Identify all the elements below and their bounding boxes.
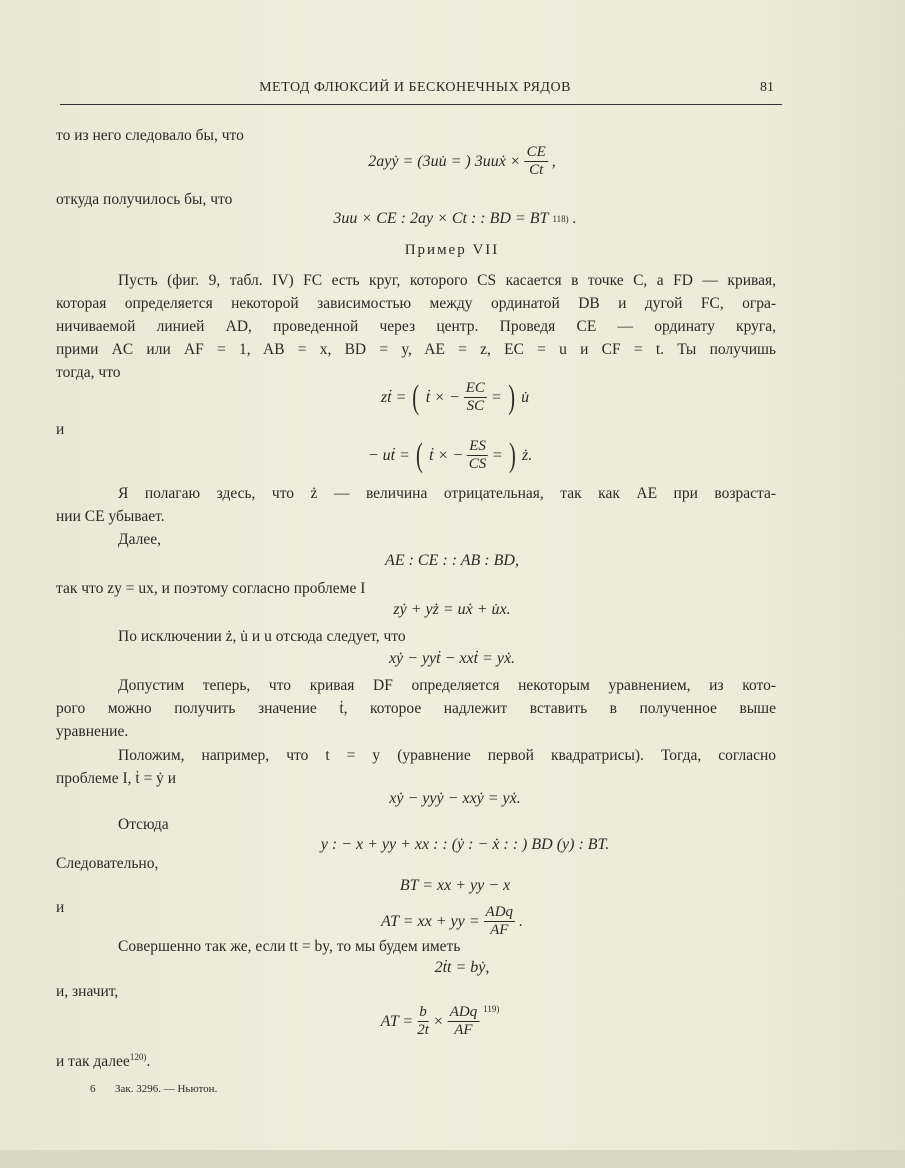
footnote-ref: 119)	[483, 1004, 500, 1014]
formula-part: zṫ =	[380, 388, 407, 406]
text-line: ничиваемой линией AD, проведенной через центр. Проведя CE — ординату круга,	[56, 318, 776, 335]
formula-part: .	[572, 210, 577, 227]
formula-5: AE : CE : : AB : BD,	[385, 552, 519, 569]
page-edge	[0, 1150, 905, 1168]
footnote-ref: 118)	[552, 214, 569, 224]
text-line: и, значит,	[56, 983, 119, 1000]
section-heading: Пример VII	[404, 242, 500, 258]
fraction	[417, 1004, 429, 1039]
denominator: AF	[490, 922, 509, 938]
formula-11	[381, 904, 523, 939]
numerator: ADq	[449, 1004, 478, 1020]
formula-7: xẏ − yyṫ − xxṫ = yẋ.	[388, 650, 516, 667]
printer-imprint: Зак. 3296. — Ньютон.	[115, 1083, 218, 1095]
text-line: Далее,	[118, 531, 161, 548]
text-line: проблеме I, ṫ = ẏ и	[56, 770, 177, 787]
formula-4	[368, 438, 532, 473]
formula-3	[381, 380, 529, 415]
denominator: Ct	[529, 162, 544, 178]
text-line: откуда получилось бы, что	[56, 191, 233, 208]
text-fragment: и так далее	[56, 1053, 130, 1071]
formula-part: =	[490, 388, 502, 406]
text-line: Совершенно так же, если tt = by, то мы будем иметь	[118, 938, 461, 955]
text-line: прими AC или AF = 1, AB = x, BD = y, AE = z, EC = u и CF = t. Ты получишь	[56, 341, 776, 358]
denominator: CS	[468, 456, 487, 472]
denominator: SC	[466, 398, 485, 414]
numerator: ES	[469, 438, 486, 454]
text-line: Положим, например, что t = y (уравнение первой квадратрисы). Тогда, согласно	[118, 747, 776, 764]
footnote-ref: 120)	[129, 1052, 147, 1062]
fraction	[467, 438, 488, 473]
formula-part: − uṫ =	[367, 446, 410, 464]
formula-part: =	[491, 446, 503, 464]
numerator: CE	[526, 144, 546, 160]
formula-part: 2ayẏ = (3uu̇ = ) 3uuẋ ×	[368, 152, 521, 170]
fraction	[484, 904, 516, 939]
fraction	[448, 1004, 480, 1039]
text-line: то из него следовало бы, что	[56, 127, 244, 144]
text-line: По исключении ż, u̇ и u отсюда следует, что	[118, 628, 406, 645]
running-header: МЕТОД ФЛЮКСИЙ И БЕСКОНЕЧНЫХ РЯДОВ	[259, 80, 571, 95]
text-line: Следовательно,	[56, 855, 159, 872]
formula-part: u̇	[521, 388, 530, 406]
formula-part: ,	[551, 152, 556, 170]
formula-part: ż.	[521, 446, 533, 464]
header-rule	[60, 104, 782, 105]
formula-part: AT = xx + yy =	[380, 912, 480, 930]
fraction	[525, 144, 548, 179]
text-line: так что zy = ux, и поэтому согласно проблеме I	[56, 580, 366, 597]
text-line: тогда, что	[56, 364, 121, 381]
numerator: EC	[465, 380, 485, 396]
text-line: которая определяется некоторой зависимостью между ординатой DB и дугой FC, огра-	[56, 295, 776, 312]
paren: (	[416, 436, 423, 474]
numerator: ADq	[485, 904, 514, 920]
denominator: 2t	[417, 1022, 429, 1038]
page-number: 81	[760, 80, 774, 95]
text-line: нии CE убывает.	[56, 508, 165, 525]
denominator: AF	[454, 1022, 473, 1038]
formula-13	[381, 1004, 500, 1039]
text-line: и	[56, 899, 65, 916]
formula-part: 3uu × CE : 2ay × Ct : : BD = BT	[333, 210, 549, 227]
text-line: Пусть (фиг. 9, табл. IV) FC есть круг, которого CS касается в точке C, а FD — кривая,	[118, 272, 776, 289]
fraction	[464, 380, 487, 415]
text-line: Я полагаю здесь, что ż — величина отрицательная, так как AE при возраста-	[118, 485, 776, 502]
paren: (	[412, 378, 420, 416]
signature-mark: 6	[90, 1083, 96, 1095]
text-line: и так далее$^{120)}$.	[56, 1052, 151, 1071]
formula-12: 2ṫt = bẏ,	[434, 959, 490, 976]
formula-9: y : − x + yy + xx : : (ẏ : − ẋ : : ) BD (y) : BT.	[320, 836, 610, 853]
text-line: уравнение.	[56, 723, 129, 740]
text-line: Отсюда	[118, 816, 169, 833]
paren: )	[508, 378, 515, 416]
numerator: b	[419, 1004, 427, 1020]
formula-part: ṫ × −	[429, 446, 464, 464]
formula-10: BT = xx + yy − x	[399, 877, 511, 894]
text-line: и	[56, 421, 65, 438]
text-line: Допустим теперь, что кривая DF определяется некоторым уравнением, из кото-	[118, 677, 776, 694]
formula-8: xẏ − yyẏ − xxẏ = yẋ.	[389, 790, 521, 807]
formula-part: ×	[432, 1012, 444, 1030]
formula-part: .	[519, 912, 524, 930]
paren: )	[508, 436, 516, 474]
formula-part: AT =	[380, 1012, 414, 1030]
formula-6: zẏ + yż = uẋ + u̇x.	[393, 601, 511, 618]
formula-1	[368, 144, 556, 179]
formula-part: ṫ × −	[425, 388, 460, 406]
formula-2	[333, 210, 576, 228]
text-line: рого можно получить значение ṫ, которое надлежит вставить в полученное выше	[56, 700, 776, 717]
